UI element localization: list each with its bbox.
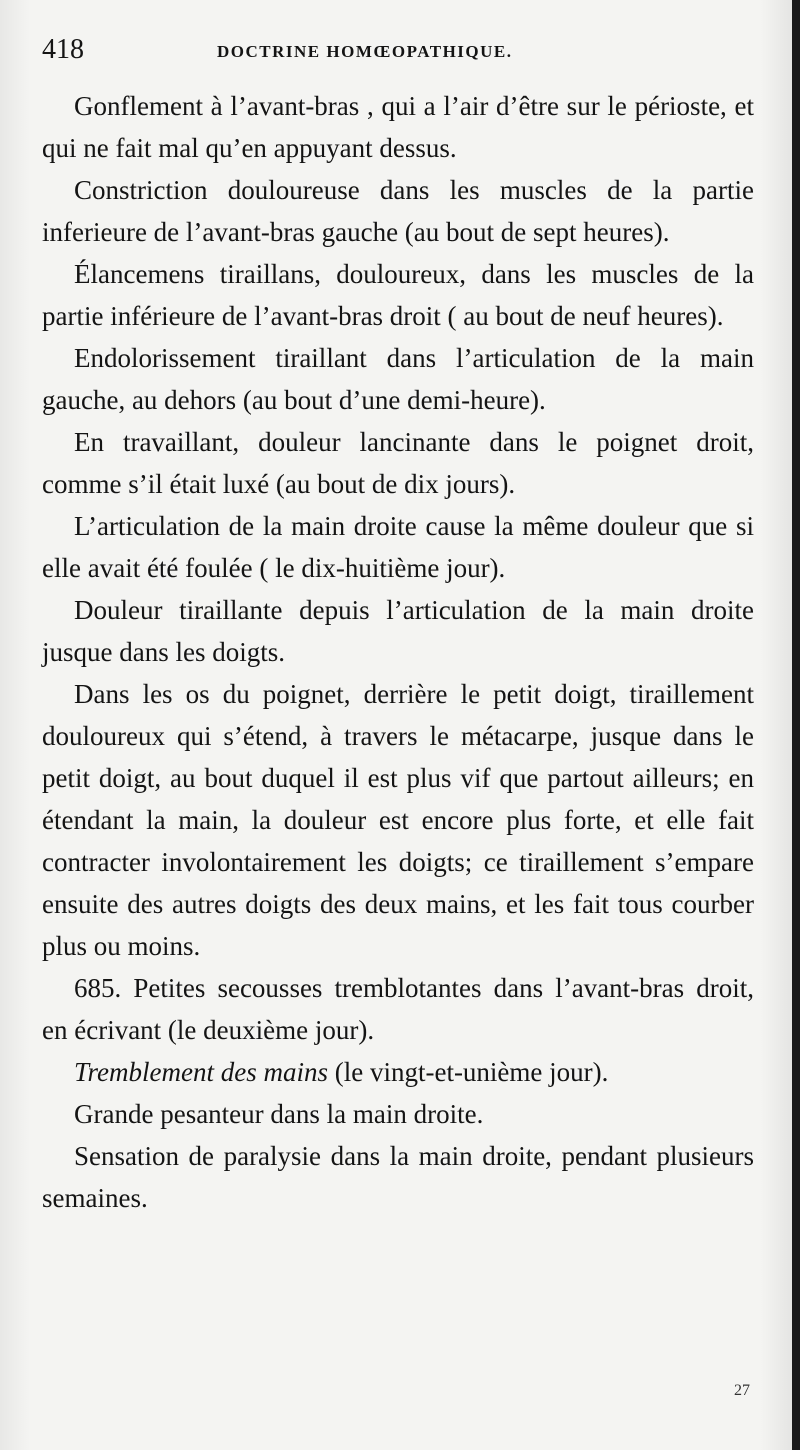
running-head: DOCTRINE HOMŒOPATHIQUE. xyxy=(217,42,513,61)
signature-mark: 27 xyxy=(734,1382,750,1399)
symptom-entry: Dans les os du poignet, derrière le petit doigt, tiraillement douloureux qui s’étend, à travers le métacarpe, jusque dans le petit doigt, au bout duquel il est plus vif que partout ailleurs; en étendant la main, la douleur est encore plus forte, et elle fait contracter involontairement les doigts; ce tiraillement s’empare ensuite des autres doigts des deux mains, et les fait tous courber plus ou moins. xyxy=(42,679,754,961)
symptom-entry: Élancemens tiraillans, douloureux, dans les muscles de la partie inférieure de l’avant-bras droit ( au bout de neuf heures). xyxy=(42,259,754,331)
symptom-entry: Grande pesanteur dans la main droite. xyxy=(74,1099,484,1129)
page-number: 418 xyxy=(42,34,84,65)
symptom-entry: Douleur tiraillante depuis l’articulation de la main droite jusque dans les doigts. xyxy=(42,595,754,667)
page-header xyxy=(42,34,752,74)
symptom-entry: Sensation de paralysie dans la main droite, pendant plusieurs semaines. xyxy=(42,1141,754,1213)
symptom-entry: En travaillant, douleur lancinante dans le poignet droit, comme s’il était luxé (au bout de dix jours). xyxy=(42,427,754,499)
symptom-entry: Constriction douloureuse dans les muscles de la partie inferieure de l’avant-bras gauche (au bout de sept heures). xyxy=(42,175,754,247)
symptom-entry: Gonflement à l’avant-bras , qui a l’air d’être sur le périoste, et qui ne fait mal qu’en appuyant dessus. xyxy=(42,91,754,163)
page-edge-shadow xyxy=(792,0,800,1450)
symptom-entry-numbered: 685. Petites secousses tremblotantes dans l’avant-bras droit, en écrivant (le deuxième jour). xyxy=(42,973,754,1045)
italic-term: Tremblement des mains xyxy=(74,1057,328,1087)
body-text xyxy=(42,85,754,1219)
symptom-entry: L’articulation de la main droite cause la même douleur que si elle avait été foulée ( le dix-huitième jour). xyxy=(42,511,754,583)
symptom-entry-italic xyxy=(42,1051,754,1093)
italic-term-rest: (le vingt-et-unième jour). xyxy=(327,1057,609,1087)
symptom-entry: Endolorissement tiraillant dans l’articulation de la main gauche, au dehors (au bout d’une demi-heure). xyxy=(42,343,754,415)
